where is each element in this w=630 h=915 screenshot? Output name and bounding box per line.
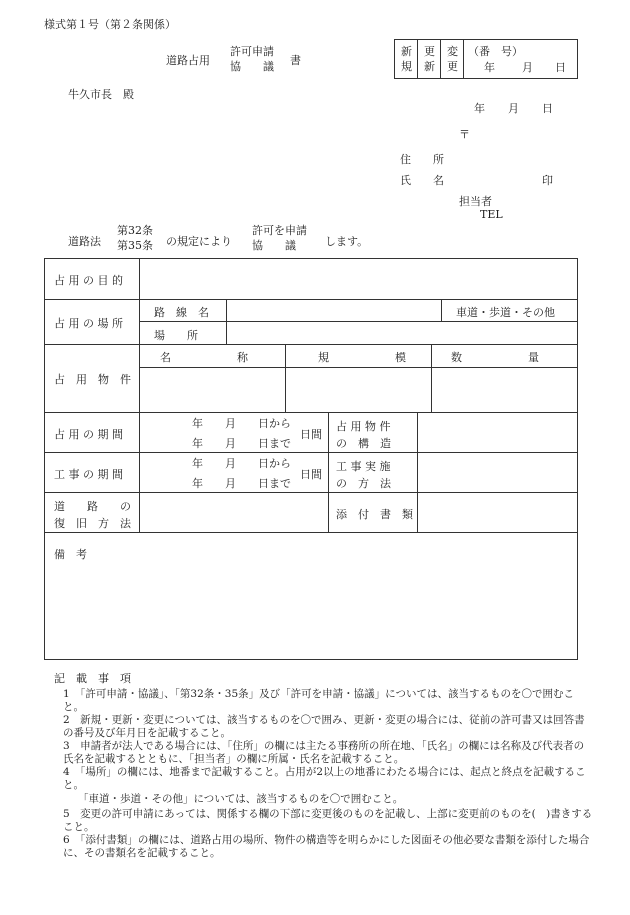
name-label: 氏 名 (400, 174, 444, 187)
work-method-line1: 工 事 実 施 (336, 460, 391, 473)
statement-end: します。 (325, 235, 369, 248)
permit-number-label: （番 号） (468, 45, 523, 58)
structure-label-line1: 占 用 物 件 (336, 420, 391, 433)
statement-article-32: 第32条 (117, 224, 153, 237)
statement-middle: の規定により (166, 235, 232, 248)
title-option-consult: 協 議 (230, 60, 274, 73)
tel-label: TEL (480, 208, 503, 221)
column-name-header: 名 称 (160, 351, 248, 364)
statement-option-permit: 許可を申請 (252, 224, 307, 237)
occupancy-period-to: 年 月 日まで (192, 437, 291, 450)
seal-mark: 印 (542, 174, 553, 187)
object-label: 占 用 物 件 (54, 373, 131, 386)
status-renew-1: 更 (424, 45, 435, 58)
route-name-label: 路 線 名 (154, 306, 209, 319)
contact-label: 担当者 (459, 195, 492, 208)
place-label: 場 所 (154, 329, 198, 342)
postal-mark: 〒 (459, 128, 470, 141)
addressee: 牛久市長 殿 (68, 88, 134, 101)
status-date-year: 年 (484, 61, 495, 74)
note-item-5: 5 変更の許可申請にあっては、関係する欄の下部に変更後のものを記載し、上部に変更前のものを( )書きすること。 (63, 808, 593, 833)
work-period-to: 年 月 日まで (192, 477, 291, 490)
note-item-4b: 「車道・歩道・その他」については、該当するものを〇で囲むこと。 (78, 793, 404, 805)
work-period-unit: 日間 (300, 468, 322, 481)
column-quantity-header: 数 量 (451, 351, 539, 364)
occupancy-period-from: 年 月 日から (192, 417, 291, 430)
note-item-6: 6 「添付書類」の欄には、道路占用の場所、物件の構造等を明らかにした図面その他必要な書類を添付した場合に、その書類名を記載すること。 (63, 834, 590, 859)
title-option-permit: 許可申請 (230, 45, 274, 58)
work-method-line2: の 方 法 (336, 477, 391, 490)
location-label: 占 用 の 場 所 (54, 317, 123, 330)
attachments-label: 添 付 書 類 (336, 508, 413, 521)
title-prefix: 道路占用 (166, 54, 210, 67)
title-suffix: 書 (290, 54, 301, 67)
statement-article-35: 第35条 (117, 239, 153, 252)
work-period-label: 工 事 の 期 間 (54, 468, 123, 481)
notes-heading: 記 載 事 項 (54, 672, 131, 685)
column-scale-header: 規 模 (318, 351, 406, 364)
status-change-1: 変 (447, 45, 458, 58)
status-renew-2: 新 (424, 60, 435, 73)
statement-option-consult: 協 議 (252, 239, 296, 252)
date-month: 月 (508, 102, 519, 115)
address-label: 住 所 (400, 153, 444, 166)
purpose-label: 占 用 の 目 的 (54, 274, 123, 287)
status-change-2: 更 (447, 60, 458, 73)
date-day: 日 (542, 102, 553, 115)
date-year: 年 (474, 102, 485, 115)
form-number: 様式第１号（第２条関係） (44, 18, 176, 31)
occupancy-period-label: 占 用 の 期 間 (54, 428, 123, 441)
work-period-from: 年 月 日から (192, 457, 291, 470)
status-date-day: 日 (555, 61, 566, 74)
structure-label-line2: の 構 造 (336, 437, 391, 450)
status-date-month: 月 (522, 61, 533, 74)
status-new-2: 規 (401, 60, 412, 73)
note-item-1: 1 「許可申請・協議」、「第32条・35条」及び「許可を申請・協議」については、該当するものを〇で囲むこと。 (63, 688, 574, 713)
remarks-label: 備 考 (54, 548, 87, 561)
restoration-line1: 道 路 の (54, 500, 131, 513)
note-item-3: 3 申請者が法人である場合には、「住所」の欄には主たる事務所の所在地、「氏名」の欄には名称及び代表者の氏名を記載するとともに、「担当者」の欄に所属・氏名を記載すること。 (63, 740, 585, 765)
note-item-4: 4 「場所」の欄には、地番まで記載すること。占用が2以上の地番にわたる場合には、起点と終点を記載すること。 (63, 766, 586, 791)
status-new-1: 新 (401, 45, 412, 58)
occupancy-period-unit: 日間 (300, 428, 322, 441)
statement-law: 道路法 (68, 235, 101, 248)
note-item-2: 2 新規・更新・変更については、該当するものを〇で囲み、更新・変更の場合には、従前の許可書又は回答書の番号及び年月日を記載すること。 (63, 714, 585, 739)
restoration-line2: 復 旧 方 法 (54, 517, 131, 530)
road-type-options: 車道・歩道・その他 (456, 306, 555, 319)
